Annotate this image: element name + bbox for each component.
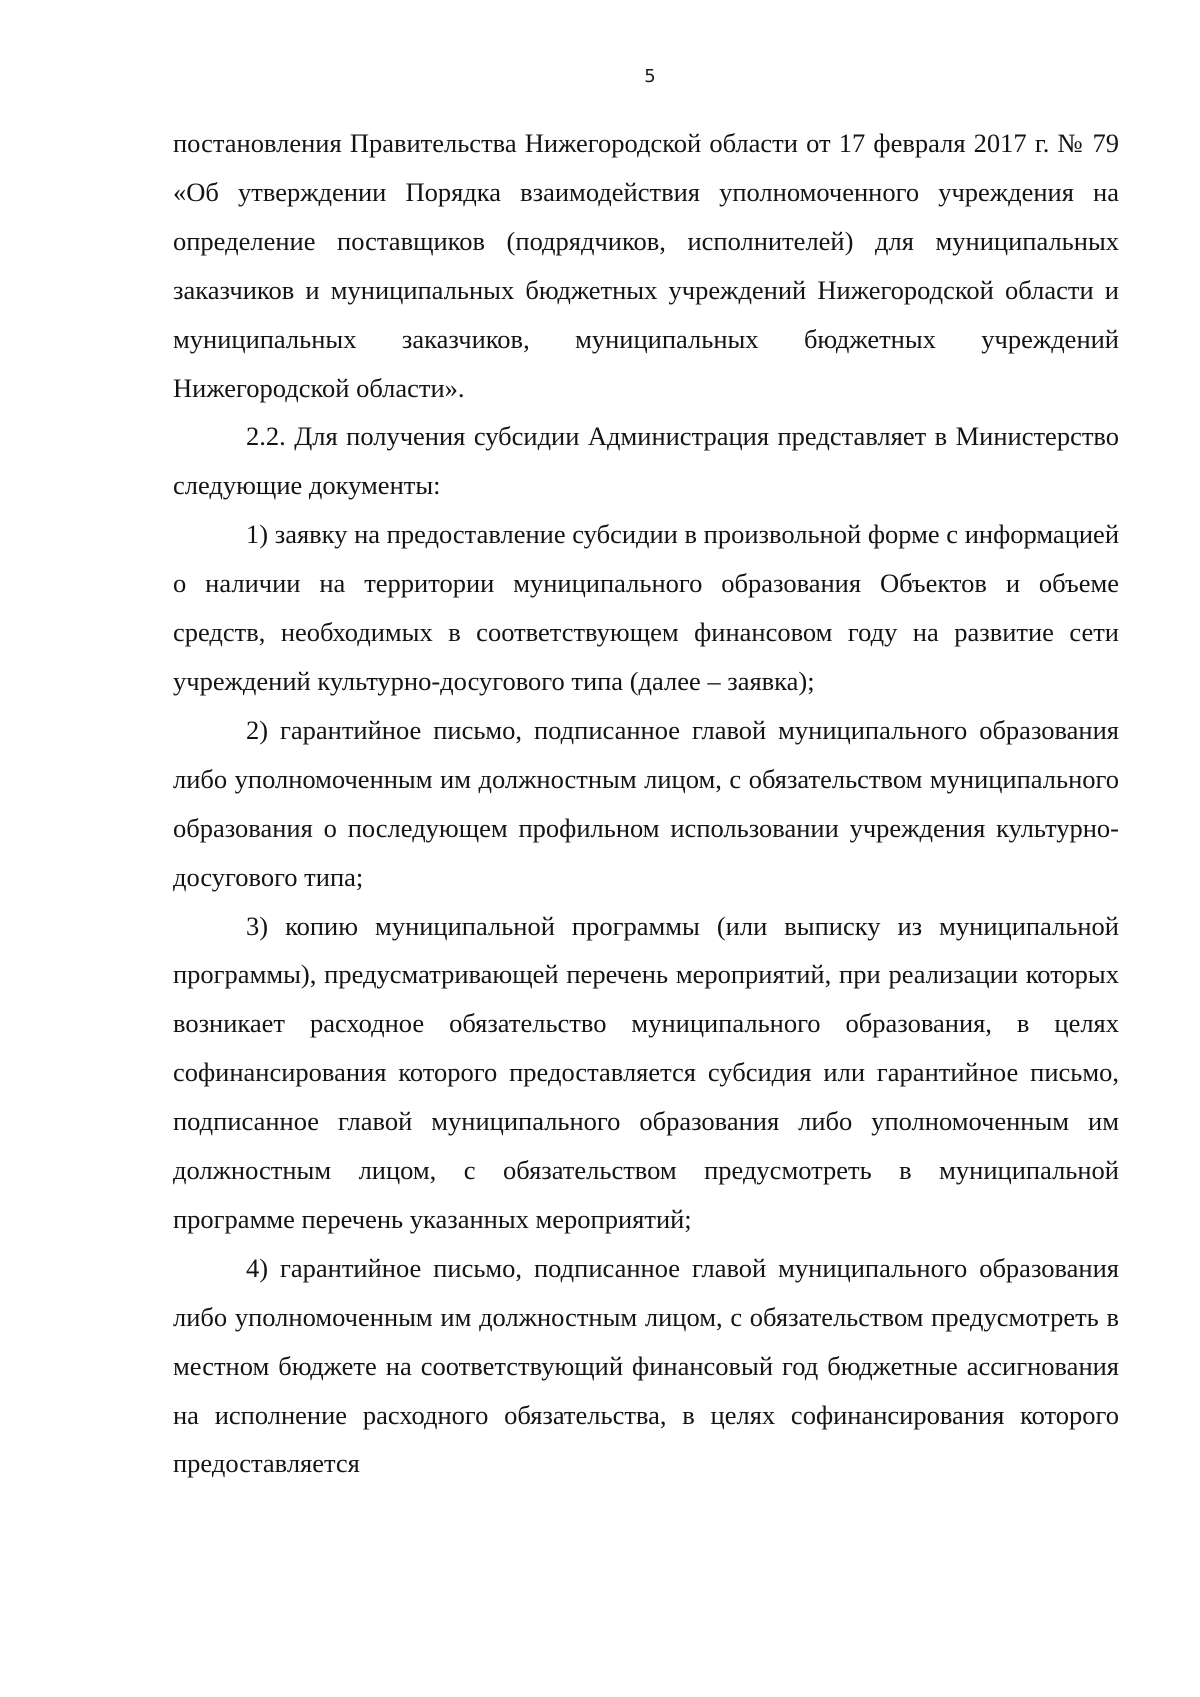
list-item-2: 2) гарантийное письмо, подписанное главой муниципального образования либо уполномоченным им должностным лицом, с обязательством муниципального образования о последующем профильном использовании учреждения культурно-досугового типа; bbox=[173, 714, 1119, 892]
paragraph-continuation: постановления Правительства Нижегородской области от 17 февраля 2017 г. № 79 «Об утверждении Порядка взаимодействия уполномоченного учреждения на определение поставщиков (подрядчиков, исполнителей) для муниципальных заказчиков и муниципальных бюджетных учреждений Нижегородской области и муниципальных заказчиков, муниципальных бюджетных учреждений Нижегородской области». bbox=[173, 128, 1119, 403]
document-body bbox=[173, 119, 1119, 1488]
list-item-4: 4) гарантийное письмо, подписанное главой муниципального образования либо уполномоченным им должностным лицом, с обязательством предусмотреть в местном бюджете на соответствующий финансовый год бюджетные ассигнования на исполнение расходного обязательства, в целях софинансирования которого предоставляется bbox=[173, 1252, 1119, 1479]
list-item-1: 1) заявку на предоставление субсидии в произвольной форме с информацией о наличии на территории муниципального образования Объектов и объеме средств, необходимых в соответствующем финансовом году на развитие сети учреждений культурно-досугового типа (далее – заявка); bbox=[173, 519, 1119, 696]
paragraph-2-2: 2.2. Для получения субсидии Администрация представляет в Министерство следующие документы: bbox=[173, 421, 1119, 501]
list-item-3: 3) копию муниципальной программы (или выписку из муниципальной программы), предусматривающей перечень мероприятий, при реализации которых возникает расходное обязательство муниципального образования, в целях софинансирования которого предоставляется субсидия или гарантийное письмо, подписанное главой муниципального образования либо уполномоченным им должностным лицом, с обязательством предусмотреть в муниципальной программе перечень указанных мероприятий; bbox=[173, 910, 1119, 1234]
page-number: 5 bbox=[644, 66, 656, 87]
